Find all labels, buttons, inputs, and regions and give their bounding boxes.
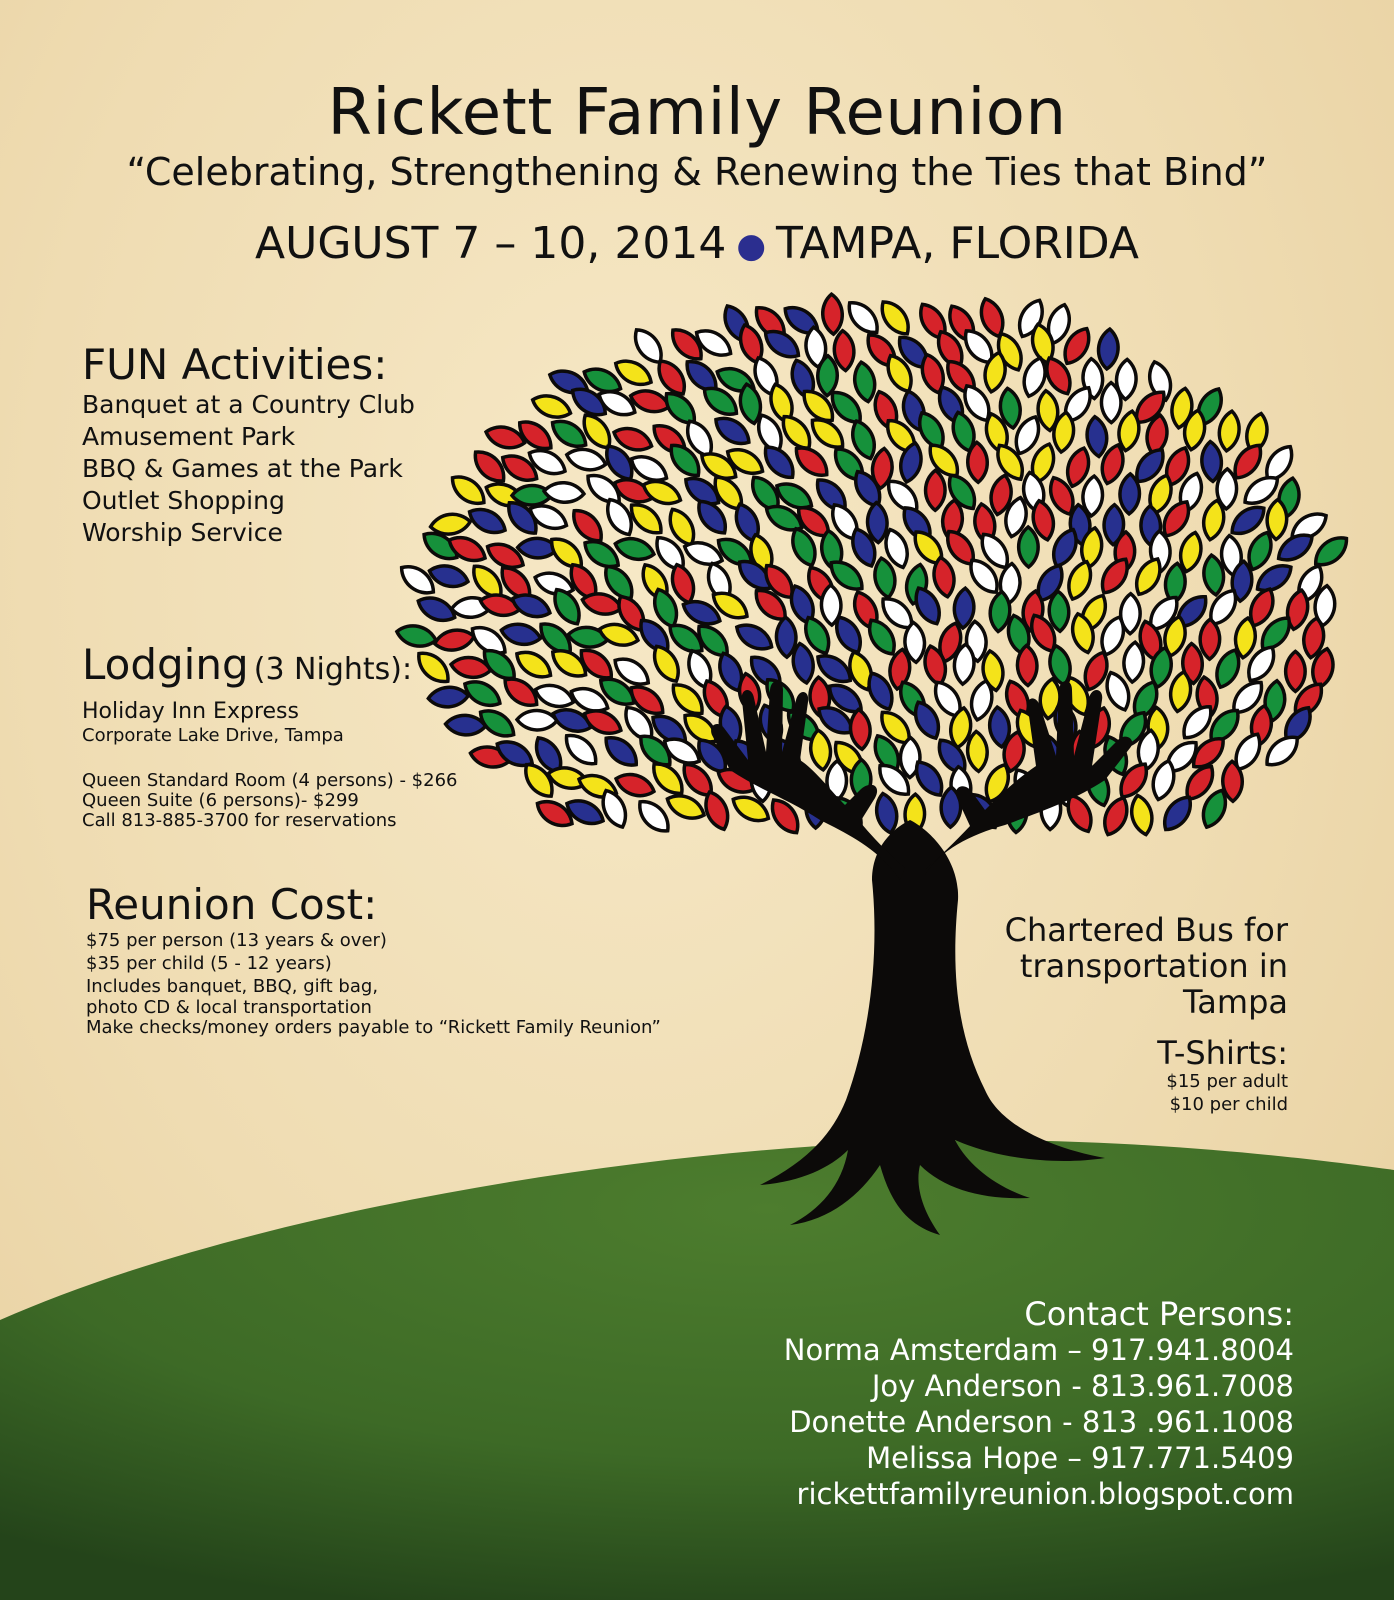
leaf-shape <box>875 296 915 340</box>
leaf-shape <box>808 729 833 771</box>
leaf-shape <box>640 476 684 509</box>
leaf-shape <box>530 391 574 423</box>
hotel-address: Corporate Lake Drive, Tampa <box>82 725 344 746</box>
leaf-shape <box>613 769 657 800</box>
hotel-name: Holiday Inn Express <box>82 699 299 724</box>
lodging-heading: Lodging <box>82 640 249 689</box>
bus-line: Tampa <box>1183 983 1288 1021</box>
cost-line: Includes banquet, BBQ, gift bag, <box>86 976 379 997</box>
cost-heading: Reunion Cost: <box>86 880 378 929</box>
leaf-shape <box>460 675 504 711</box>
leaf-shape <box>1085 416 1109 458</box>
lodging-heading-row <box>82 640 458 689</box>
room-rate: Queen Standard Room (4 persons) - $266 <box>82 770 458 791</box>
activity-item: Worship Service <box>82 518 283 547</box>
lodging-section <box>82 640 458 831</box>
event-dates: AUGUST 7 – 10, 2014 <box>255 218 727 269</box>
leaf-shape <box>564 445 608 474</box>
cost-section <box>86 880 661 1038</box>
activities-heading: FUN Activities: <box>82 340 388 389</box>
leaf-shape <box>842 296 883 339</box>
leaf-canopy <box>395 294 1353 839</box>
leaf-shape <box>849 709 872 751</box>
leaf-shape <box>1128 793 1155 836</box>
activity-item: BBQ & Games at the Park <box>82 454 403 483</box>
leaf-shape <box>1200 619 1220 659</box>
bullet-dot-icon: ● <box>736 226 766 266</box>
bus-section <box>1005 912 1288 1020</box>
cost-line: photo CD & local transportation <box>86 997 372 1018</box>
leaf-shape <box>790 441 833 482</box>
contact-person: Donette Anderson - 813 .961.1008 <box>789 1405 1294 1439</box>
leaf-shape <box>966 731 988 772</box>
cost-line: $75 per person (13 years & over) <box>86 930 387 951</box>
leaf-shape <box>1018 527 1038 567</box>
tshirt-price: $15 per adult <box>1166 1071 1288 1092</box>
contacts-section <box>784 1296 1294 1512</box>
room-rate: Queen Suite (6 persons)- $299 <box>82 790 359 811</box>
tshirts-heading: T-Shirts: <box>1157 1034 1288 1072</box>
contacts-heading: Contact Persons: <box>1024 1295 1294 1333</box>
tshirts-section <box>1157 1036 1288 1116</box>
date-location <box>0 218 1394 269</box>
tshirt-price: $10 per child <box>1169 1094 1288 1115</box>
activity-item: Banquet at a Country Club <box>82 390 415 419</box>
page-title: Rickett Family Reunion <box>327 76 1067 150</box>
contact-person: Joy Anderson - 813.961.7008 <box>871 1369 1294 1403</box>
tagline: “Celebrating, Strengthening & Renewing the Ties that Bind” <box>126 150 1268 194</box>
leaf-shape <box>1017 645 1038 686</box>
website-link[interactable]: rickettfamilyreunion.blogspot.com <box>796 1477 1294 1511</box>
leaf-shape <box>967 442 988 483</box>
leaf-shape <box>560 729 602 771</box>
bus-line: Chartered Bus for <box>1004 911 1288 949</box>
leaf-shape <box>1286 651 1306 691</box>
cost-line: $35 per child (5 - 12 years) <box>86 953 332 974</box>
leaf-shape <box>532 680 576 711</box>
activity-item: Amusement Park <box>82 422 296 451</box>
leaf-shape <box>822 294 843 335</box>
bus-line: transportation in <box>1019 947 1288 985</box>
leaf-shape <box>1217 410 1242 452</box>
event-location: TAMPA, FLORIDA <box>776 218 1139 269</box>
cost-line: Make checks/money orders payable to “Rickett Family Reunion” <box>86 1017 661 1038</box>
leaf-shape <box>817 356 837 396</box>
leaf-shape <box>396 560 440 600</box>
contact-person: Melissa Hope – 917.771.5409 <box>866 1441 1294 1475</box>
leaf-shape <box>1123 641 1145 682</box>
leaf-shape <box>445 531 489 566</box>
reservation-phone: Call 813-885-3700 for reservations <box>82 810 397 831</box>
lodging-nights: (3 Nights): <box>253 652 413 687</box>
contact-person: Norma Amsterdam – 917.941.8004 <box>783 1333 1294 1367</box>
leaf-shape <box>613 534 657 563</box>
leaf-shape <box>925 470 945 510</box>
leaf-shape <box>732 619 776 656</box>
leaf-shape <box>1101 383 1121 423</box>
leaf-shape <box>499 621 542 648</box>
activity-item: Outlet Shopping <box>82 486 285 515</box>
activities-section <box>82 340 415 549</box>
leaf-shape <box>1097 328 1119 369</box>
leaf-shape <box>1119 474 1140 515</box>
leaf-shape <box>465 503 509 539</box>
leaf-shape <box>873 792 900 835</box>
leaf-shape <box>852 361 878 404</box>
leaf-shape <box>512 646 556 684</box>
